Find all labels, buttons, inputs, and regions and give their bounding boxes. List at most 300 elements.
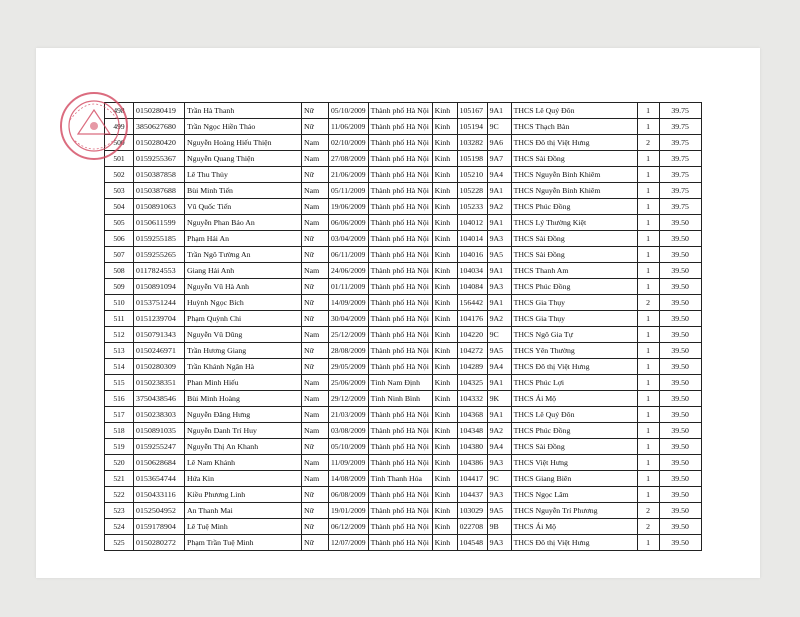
cell-class: 9A4 <box>487 167 511 183</box>
cell-student-id: 0150628684 <box>134 455 185 471</box>
cell-ethnicity: Kinh <box>432 311 457 327</box>
cell-ethnicity: Kinh <box>432 375 457 391</box>
cell-stt: 523 <box>105 503 134 519</box>
cell-ethnicity: Kinh <box>432 151 457 167</box>
table-row <box>105 407 702 423</box>
cell-student-id: 0150891063 <box>134 199 185 215</box>
cell-preference: 1 <box>637 407 659 423</box>
cell-class: 9C <box>487 471 511 487</box>
cell-student-id: 0150280272 <box>134 535 185 551</box>
cell-ethnicity: Kinh <box>432 327 457 343</box>
cell-stt: 514 <box>105 359 134 375</box>
table-row <box>105 391 702 407</box>
cell-student-id: 0150280419 <box>134 103 185 119</box>
cell-class: 9A4 <box>487 359 511 375</box>
cell-full-name: An Thanh Mai <box>185 503 302 519</box>
cell-stt: 498 <box>105 103 134 119</box>
cell-ethnicity: Kinh <box>432 343 457 359</box>
table-row <box>105 263 702 279</box>
cell-stt: 516 <box>105 391 134 407</box>
cell-preference: 1 <box>637 279 659 295</box>
cell-full-name: Lê Thu Thủy <box>185 167 302 183</box>
cell-ethnicity: Kinh <box>432 183 457 199</box>
cell-preference: 1 <box>637 487 659 503</box>
cell-gender: Nữ <box>302 247 329 263</box>
cell-place-of-birth: Thành phố Hà Nội <box>368 455 432 471</box>
cell-school: THCS Sài Đồng <box>511 439 637 455</box>
cell-gender: Nữ <box>302 503 329 519</box>
cell-gender: Nam <box>302 471 329 487</box>
cell-full-name: Vũ Quốc Tiến <box>185 199 302 215</box>
cell-date-of-birth: 11/09/2009 <box>329 455 369 471</box>
cell-exam-number: 104034 <box>457 263 487 279</box>
cell-score: 39.75 <box>659 167 701 183</box>
cell-ethnicity: Kinh <box>432 199 457 215</box>
cell-stt: 522 <box>105 487 134 503</box>
cell-place-of-birth: Thành phố Hà Nội <box>368 407 432 423</box>
cell-class: 9A1 <box>487 407 511 423</box>
cell-class: 9A1 <box>487 263 511 279</box>
cell-full-name: Huỳnh Ngọc Bích <box>185 295 302 311</box>
cell-ethnicity: Kinh <box>432 487 457 503</box>
cell-score: 39.75 <box>659 119 701 135</box>
cell-student-id: 0151239704 <box>134 311 185 327</box>
cell-school: THCS Nguyễn Bỉnh Khiêm <box>511 167 637 183</box>
cell-date-of-birth: 06/08/2009 <box>329 487 369 503</box>
cell-school: THCS Sài Đồng <box>511 151 637 167</box>
cell-full-name: Trần Khánh Ngân Hà <box>185 359 302 375</box>
cell-student-id: 3750438546 <box>134 391 185 407</box>
cell-school: THCS Gia Thụy <box>511 311 637 327</box>
cell-student-id: 0150238303 <box>134 407 185 423</box>
cell-full-name: Lê Nam Khánh <box>185 455 302 471</box>
cell-date-of-birth: 02/10/2009 <box>329 135 369 151</box>
cell-preference: 2 <box>637 503 659 519</box>
cell-place-of-birth: Thành phố Hà Nội <box>368 503 432 519</box>
table-row <box>105 327 702 343</box>
cell-class: 9B <box>487 519 511 535</box>
cell-class: 9A1 <box>487 183 511 199</box>
cell-class: 9A3 <box>487 455 511 471</box>
cell-stt: 524 <box>105 519 134 535</box>
cell-gender: Nam <box>302 407 329 423</box>
cell-ethnicity: Kinh <box>432 119 457 135</box>
cell-school: THCS Phúc Đồng <box>511 199 637 215</box>
cell-score: 39.50 <box>659 343 701 359</box>
cell-ethnicity: Kinh <box>432 471 457 487</box>
table-row <box>105 295 702 311</box>
cell-class: 9A2 <box>487 423 511 439</box>
cell-school: THCS Sài Đồng <box>511 247 637 263</box>
cell-student-id: 0150280309 <box>134 359 185 375</box>
cell-preference: 1 <box>637 215 659 231</box>
cell-ethnicity: Kinh <box>432 455 457 471</box>
cell-student-id: 0150280420 <box>134 135 185 151</box>
cell-score: 39.50 <box>659 503 701 519</box>
cell-full-name: Nguyễn Phan Bảo An <box>185 215 302 231</box>
cell-gender: Nữ <box>302 103 329 119</box>
cell-full-name: Trần Hà Thanh <box>185 103 302 119</box>
cell-date-of-birth: 24/06/2009 <box>329 263 369 279</box>
cell-exam-number: 105233 <box>457 199 487 215</box>
cell-date-of-birth: 05/10/2009 <box>329 103 369 119</box>
cell-exam-number: 105210 <box>457 167 487 183</box>
cell-ethnicity: Kinh <box>432 295 457 311</box>
cell-place-of-birth: Tỉnh Thanh Hóa <box>368 471 432 487</box>
cell-full-name: Phan Minh Hiếu <box>185 375 302 391</box>
cell-full-name: Nguyễn Vũ Dũng <box>185 327 302 343</box>
cell-student-id: 0159255265 <box>134 247 185 263</box>
cell-score: 39.50 <box>659 535 701 551</box>
cell-full-name: Bùi Minh Hoàng <box>185 391 302 407</box>
cell-stt: 508 <box>105 263 134 279</box>
cell-school: THCS Thạch Bàn <box>511 119 637 135</box>
cell-score: 39.50 <box>659 311 701 327</box>
cell-exam-number: 104014 <box>457 231 487 247</box>
cell-date-of-birth: 05/11/2009 <box>329 183 369 199</box>
cell-gender: Nữ <box>302 519 329 535</box>
cell-score: 39.75 <box>659 183 701 199</box>
cell-stt: 500 <box>105 135 134 151</box>
cell-student-id: 0150238351 <box>134 375 185 391</box>
table-row <box>105 503 702 519</box>
cell-ethnicity: Kinh <box>432 231 457 247</box>
cell-class: 9A1 <box>487 215 511 231</box>
cell-gender: Nam <box>302 423 329 439</box>
table-row <box>105 311 702 327</box>
cell-ethnicity: Kinh <box>432 503 457 519</box>
cell-class: 9A2 <box>487 311 511 327</box>
cell-stt: 501 <box>105 151 134 167</box>
cell-full-name: Nguyễn Hoàng Hiếu Thiện <box>185 135 302 151</box>
cell-exam-number: 104016 <box>457 247 487 263</box>
cell-place-of-birth: Thành phố Hà Nội <box>368 135 432 151</box>
cell-gender: Nam <box>302 183 329 199</box>
cell-stt: 510 <box>105 295 134 311</box>
table-row <box>105 199 702 215</box>
cell-class: 9A5 <box>487 343 511 359</box>
cell-date-of-birth: 29/05/2009 <box>329 359 369 375</box>
cell-stt: 525 <box>105 535 134 551</box>
document-page <box>36 48 760 578</box>
cell-gender: Nam <box>302 151 329 167</box>
cell-score: 39.50 <box>659 359 701 375</box>
cell-gender: Nữ <box>302 295 329 311</box>
cell-score: 39.75 <box>659 103 701 119</box>
cell-place-of-birth: Thành phố Hà Nội <box>368 199 432 215</box>
cell-ethnicity: Kinh <box>432 279 457 295</box>
cell-student-id: 0153751244 <box>134 295 185 311</box>
cell-ethnicity: Kinh <box>432 135 457 151</box>
cell-school: THCS Yên Thường <box>511 343 637 359</box>
cell-date-of-birth: 01/11/2009 <box>329 279 369 295</box>
cell-gender: Nữ <box>302 231 329 247</box>
cell-place-of-birth: Tỉnh Nam Định <box>368 375 432 391</box>
cell-exam-number: 104368 <box>457 407 487 423</box>
table-row <box>105 471 702 487</box>
cell-date-of-birth: 21/03/2009 <box>329 407 369 423</box>
cell-place-of-birth: Thành phố Hà Nội <box>368 327 432 343</box>
table-row <box>105 119 702 135</box>
table-row <box>105 247 702 263</box>
cell-exam-number: 104332 <box>457 391 487 407</box>
cell-class: 9A6 <box>487 135 511 151</box>
cell-date-of-birth: 30/04/2009 <box>329 311 369 327</box>
cell-exam-number: 104437 <box>457 487 487 503</box>
cell-preference: 2 <box>637 135 659 151</box>
cell-full-name: Trần Hương Giang <box>185 343 302 359</box>
cell-stt: 506 <box>105 231 134 247</box>
cell-ethnicity: Kinh <box>432 391 457 407</box>
cell-gender: Nữ <box>302 535 329 551</box>
table-row <box>105 231 702 247</box>
cell-ethnicity: Kinh <box>432 407 457 423</box>
cell-score: 39.50 <box>659 407 701 423</box>
cell-score: 39.50 <box>659 279 701 295</box>
cell-place-of-birth: Thành phố Hà Nội <box>368 167 432 183</box>
cell-school: THCS Đô thị Việt Hưng <box>511 359 637 375</box>
cell-class: 9A1 <box>487 295 511 311</box>
cell-exam-number: 104272 <box>457 343 487 359</box>
cell-gender: Nam <box>302 135 329 151</box>
cell-preference: 1 <box>637 151 659 167</box>
table-row <box>105 343 702 359</box>
cell-place-of-birth: Thành phố Hà Nội <box>368 535 432 551</box>
cell-stt: 503 <box>105 183 134 199</box>
cell-full-name: Phạm Trần Tuệ Minh <box>185 535 302 551</box>
table-row <box>105 535 702 551</box>
cell-gender: Nam <box>302 375 329 391</box>
cell-exam-number: 104548 <box>457 535 487 551</box>
cell-exam-number: 104325 <box>457 375 487 391</box>
cell-stt: 499 <box>105 119 134 135</box>
cell-full-name: Giang Hải Anh <box>185 263 302 279</box>
cell-place-of-birth: Tỉnh Ninh Bình <box>368 391 432 407</box>
cell-place-of-birth: Thành phố Hà Nội <box>368 247 432 263</box>
cell-date-of-birth: 06/11/2009 <box>329 247 369 263</box>
table-row <box>105 375 702 391</box>
cell-school: THCS Thanh Am <box>511 263 637 279</box>
cell-preference: 1 <box>637 471 659 487</box>
cell-school: THCS Ngô Gia Tự <box>511 327 637 343</box>
cell-exam-number: 104348 <box>457 423 487 439</box>
cell-date-of-birth: 03/08/2009 <box>329 423 369 439</box>
cell-score: 39.50 <box>659 375 701 391</box>
cell-gender: Nữ <box>302 359 329 375</box>
cell-school: THCS Ngọc Lâm <box>511 487 637 503</box>
cell-gender: Nam <box>302 199 329 215</box>
cell-place-of-birth: Thành phố Hà Nội <box>368 359 432 375</box>
cell-full-name: Nguyễn Thị An Khanh <box>185 439 302 455</box>
cell-date-of-birth: 25/12/2009 <box>329 327 369 343</box>
cell-ethnicity: Kinh <box>432 439 457 455</box>
cell-score: 39.50 <box>659 231 701 247</box>
cell-school: THCS Ái Mộ <box>511 391 637 407</box>
cell-preference: 1 <box>637 167 659 183</box>
cell-ethnicity: Kinh <box>432 263 457 279</box>
cell-stt: 515 <box>105 375 134 391</box>
cell-class: 9A1 <box>487 103 511 119</box>
cell-exam-number: 104084 <box>457 279 487 295</box>
cell-full-name: Trần Ngô Tường An <box>185 247 302 263</box>
cell-student-id: 0150611599 <box>134 215 185 231</box>
cell-stt: 505 <box>105 215 134 231</box>
cell-preference: 1 <box>637 343 659 359</box>
cell-school: THCS Phúc Lợi <box>511 375 637 391</box>
cell-stt: 520 <box>105 455 134 471</box>
cell-class: 9C <box>487 119 511 135</box>
cell-exam-number: 105194 <box>457 119 487 135</box>
cell-exam-number: 156442 <box>457 295 487 311</box>
cell-student-id: 0159255367 <box>134 151 185 167</box>
cell-score: 39.75 <box>659 199 701 215</box>
cell-gender: Nữ <box>302 487 329 503</box>
cell-exam-number: 104176 <box>457 311 487 327</box>
cell-stt: 504 <box>105 199 134 215</box>
cell-school: THCS Lê Quý Đôn <box>511 103 637 119</box>
cell-ethnicity: Kinh <box>432 535 457 551</box>
cell-score: 39.50 <box>659 471 701 487</box>
cell-score: 39.50 <box>659 455 701 471</box>
cell-place-of-birth: Thành phố Hà Nội <box>368 519 432 535</box>
cell-preference: 1 <box>637 247 659 263</box>
cell-preference: 2 <box>637 519 659 535</box>
cell-score: 39.50 <box>659 439 701 455</box>
cell-class: 9A3 <box>487 279 511 295</box>
cell-exam-number: 103282 <box>457 135 487 151</box>
cell-school: THCS Đô thị Việt Hưng <box>511 535 637 551</box>
cell-ethnicity: Kinh <box>432 359 457 375</box>
table-row <box>105 519 702 535</box>
cell-preference: 1 <box>637 375 659 391</box>
cell-place-of-birth: Thành phố Hà Nội <box>368 311 432 327</box>
cell-place-of-birth: Thành phố Hà Nội <box>368 439 432 455</box>
table-row <box>105 215 702 231</box>
cell-place-of-birth: Thành phố Hà Nội <box>368 231 432 247</box>
cell-class: 9A3 <box>487 487 511 503</box>
cell-gender: Nữ <box>302 311 329 327</box>
cell-place-of-birth: Thành phố Hà Nội <box>368 343 432 359</box>
cell-school: THCS Lý Thường Kiệt <box>511 215 637 231</box>
cell-stt: 521 <box>105 471 134 487</box>
cell-school: THCS Nguyễn Bỉnh Khiêm <box>511 183 637 199</box>
cell-preference: 1 <box>637 423 659 439</box>
cell-preference: 1 <box>637 327 659 343</box>
cell-class: 9A1 <box>487 375 511 391</box>
cell-preference: 1 <box>637 359 659 375</box>
cell-exam-number: 104380 <box>457 439 487 455</box>
cell-preference: 1 <box>637 231 659 247</box>
cell-score: 39.75 <box>659 135 701 151</box>
cell-gender: Nam <box>302 455 329 471</box>
cell-date-of-birth: 19/06/2009 <box>329 199 369 215</box>
cell-score: 39.50 <box>659 391 701 407</box>
cell-student-id: 0150891035 <box>134 423 185 439</box>
cell-date-of-birth: 05/10/2009 <box>329 439 369 455</box>
cell-full-name: Lê Tuệ Minh <box>185 519 302 535</box>
cell-gender: Nam <box>302 327 329 343</box>
cell-date-of-birth: 27/08/2009 <box>329 151 369 167</box>
cell-place-of-birth: Thành phố Hà Nội <box>368 279 432 295</box>
cell-exam-number: 104386 <box>457 455 487 471</box>
cell-preference: 1 <box>637 455 659 471</box>
cell-exam-number: 105167 <box>457 103 487 119</box>
cell-school: THCS Phúc Đồng <box>511 279 637 295</box>
cell-gender: Nữ <box>302 343 329 359</box>
cell-score: 39.50 <box>659 247 701 263</box>
cell-stt: 519 <box>105 439 134 455</box>
cell-date-of-birth: 25/06/2009 <box>329 375 369 391</box>
cell-student-id: 0159255185 <box>134 231 185 247</box>
cell-date-of-birth: 03/04/2009 <box>329 231 369 247</box>
cell-stt: 517 <box>105 407 134 423</box>
cell-preference: 1 <box>637 439 659 455</box>
cell-school: THCS Giang Biên <box>511 471 637 487</box>
cell-place-of-birth: Thành phố Hà Nội <box>368 103 432 119</box>
cell-exam-number: 104012 <box>457 215 487 231</box>
cell-date-of-birth: 14/09/2009 <box>329 295 369 311</box>
cell-full-name: Nguyễn Vũ Hà Anh <box>185 279 302 295</box>
cell-date-of-birth: 21/06/2009 <box>329 167 369 183</box>
cell-ethnicity: Kinh <box>432 247 457 263</box>
cell-score: 39.50 <box>659 487 701 503</box>
table-row <box>105 135 702 151</box>
cell-place-of-birth: Thành phố Hà Nội <box>368 151 432 167</box>
cell-class: 9A7 <box>487 151 511 167</box>
cell-class: 9C <box>487 327 511 343</box>
cell-full-name: Nguyễn Quang Thiện <box>185 151 302 167</box>
cell-student-id: 0150387688 <box>134 183 185 199</box>
cell-exam-number: 103029 <box>457 503 487 519</box>
cell-place-of-birth: Thành phố Hà Nội <box>368 263 432 279</box>
cell-exam-number: 105198 <box>457 151 487 167</box>
cell-score: 39.50 <box>659 519 701 535</box>
cell-school: THCS Phúc Đồng <box>511 423 637 439</box>
cell-student-id: 0150433116 <box>134 487 185 503</box>
cell-stt: 507 <box>105 247 134 263</box>
cell-school: THCS Lê Quý Đôn <box>511 407 637 423</box>
cell-class: 9A5 <box>487 247 511 263</box>
cell-preference: 1 <box>637 535 659 551</box>
cell-class: 9A5 <box>487 503 511 519</box>
table-row <box>105 167 702 183</box>
cell-student-id: 0159178904 <box>134 519 185 535</box>
cell-stt: 511 <box>105 311 134 327</box>
cell-full-name: Phạm Quỳnh Chi <box>185 311 302 327</box>
cell-gender: Nam <box>302 263 329 279</box>
cell-preference: 1 <box>637 199 659 215</box>
cell-preference: 1 <box>637 263 659 279</box>
cell-school: THCS Ái Mộ <box>511 519 637 535</box>
cell-gender: Nam <box>302 391 329 407</box>
cell-gender: Nữ <box>302 279 329 295</box>
cell-place-of-birth: Thành phố Hà Nội <box>368 215 432 231</box>
cell-full-name: Nguyễn Danh Trí Huy <box>185 423 302 439</box>
cell-ethnicity: Kinh <box>432 103 457 119</box>
cell-exam-number: 104417 <box>457 471 487 487</box>
cell-school: THCS Nguyễn Trí Phương <box>511 503 637 519</box>
table-row <box>105 151 702 167</box>
cell-place-of-birth: Thành phố Hà Nội <box>368 487 432 503</box>
cell-preference: 2 <box>637 295 659 311</box>
cell-school: THCS Đô thị Việt Hưng <box>511 135 637 151</box>
table-row <box>105 439 702 455</box>
cell-preference: 1 <box>637 119 659 135</box>
cell-ethnicity: Kinh <box>432 423 457 439</box>
cell-ethnicity: Kinh <box>432 215 457 231</box>
cell-student-id: 0150387858 <box>134 167 185 183</box>
cell-school: THCS Sài Đồng <box>511 231 637 247</box>
